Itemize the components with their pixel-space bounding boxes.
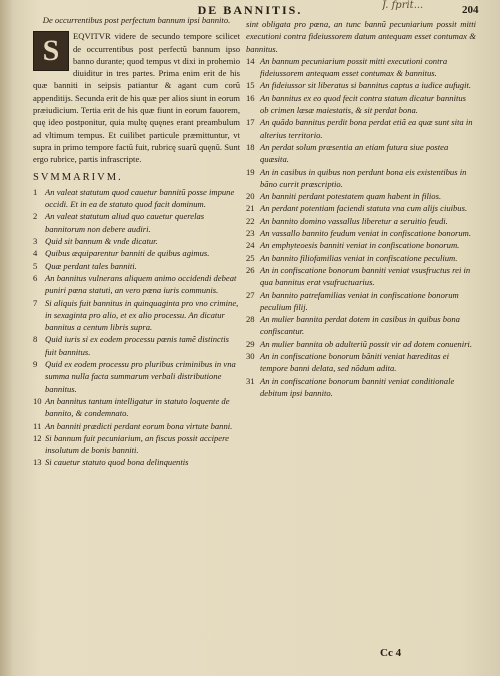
item-text: Quid iuris si ex eodem processu pœnis tamẽ distinctis fuit bannitus. bbox=[45, 334, 229, 357]
summary-item bbox=[246, 375, 476, 400]
item-text: An in confiscatione bonorum bãniti veniat hæreditas ei tempore banni delata, sed nõdum adita. bbox=[260, 351, 449, 374]
signature-mark: Cc 4 bbox=[380, 647, 402, 659]
item-text: An bannitus ex eo quod fecit contra statum dicatur bannitus ob crimen læsæ maiestatis, & sit perdat bona. bbox=[260, 92, 466, 116]
left-column bbox=[33, 14, 240, 469]
item-number: 15 bbox=[246, 80, 255, 91]
summary-item bbox=[246, 313, 476, 338]
item-text: Quibus æquiparentur banniti de quibus agimus. bbox=[45, 248, 210, 259]
item-number: 10 bbox=[33, 395, 42, 406]
handwritten-note: J. fprit... bbox=[382, 0, 424, 11]
summary-item bbox=[246, 227, 476, 239]
summary-item bbox=[246, 79, 476, 91]
summary-item bbox=[33, 395, 240, 420]
summary-item bbox=[33, 235, 240, 247]
summary-item bbox=[246, 338, 476, 350]
item-number: 16 bbox=[246, 92, 255, 103]
item-text: An perdant potentiam faciendi statuta vna cum alijs ciuibus. bbox=[260, 203, 468, 214]
item-number: 27 bbox=[246, 289, 255, 300]
summary-item bbox=[33, 432, 240, 457]
summary-list-left bbox=[33, 186, 240, 469]
summary-item bbox=[246, 215, 476, 227]
item-number: 2 bbox=[33, 211, 38, 222]
summary-item bbox=[33, 358, 240, 395]
item-number: 11 bbox=[33, 420, 42, 431]
item-number: 3 bbox=[33, 236, 38, 247]
item-text: Si cauetur statuto quod bona delinquentis bbox=[45, 457, 189, 468]
summary-item bbox=[246, 289, 476, 314]
item-number: 28 bbox=[246, 314, 255, 325]
summary-item bbox=[33, 420, 240, 432]
summary-item bbox=[246, 92, 476, 117]
item-text: An in confiscatione bonorum banniti veniat conditionale debitum ipsi bannito. bbox=[260, 375, 455, 398]
continued-item: sint obligata pro pœna, an tunc bannũ pecuniarium possit mitti executioni contra fideiussorem datum antequam esset contumax & bannitus. bbox=[246, 19, 476, 54]
summary-item bbox=[246, 55, 476, 80]
summary-item bbox=[33, 186, 240, 211]
item-text: Quid ex eodem processu pro pluribus criminibus in vna summa nulla facta summarum verbali distributione bannitus. bbox=[45, 359, 236, 394]
item-text: Si aliquis fuit bannitus in quinquaginta pro vno crimine, in sexaginta pro alio, et ex alio processu. An dicatur bannitus a centum libris supra. bbox=[45, 297, 239, 333]
item-text: An quãdo bannitus perdit bona perdat etiã ea quæ sunt sita in alterius territorio. bbox=[260, 117, 473, 140]
item-text: Si bannum fuit pecuniarium, an fiscus possit accipere insolutum de bonis banniti. bbox=[45, 432, 229, 456]
item-number: 18 bbox=[246, 141, 255, 152]
right-column bbox=[246, 18, 476, 399]
item-number: 22 bbox=[246, 215, 255, 226]
item-text: An perdat solum præsentia an etiam futura siue postea quæsita. bbox=[260, 141, 449, 165]
item-text: An in confiscatione bonorum banniti veniat vsusfructus rei in qua bannitus erat vsufructuarius. bbox=[260, 264, 471, 288]
item-number: 30 bbox=[246, 351, 255, 362]
item-number: 6 bbox=[33, 272, 38, 283]
item-text: An valeat statutum quod cauetur bannitũ posse impune occidi. Et in ea de statuto quod facit dominum. bbox=[45, 186, 235, 210]
intro-paragraph: EQVITVR videre de secundo tempore scilicet de occurrentibus post perfectũ bannum ipso banno durante; quod tempus vt dixi in prohemio diuiditur in tres partes. Prima enim erit de his quæ banniti in seipsis patiantur & agant cum corũ appenditijs. Secunda erit de his quæ per alios siunt in eorum præiudicium. Tertia erit de his quæ fiunt in eorum fauorem, quę ideo postponitur, quia multę quęnes erant preambulum ad vltimum tempus. Et cuilibet particule præmittuntur, vt supra in primo tempore factũ fuit, rubricę suarũ quęnũ. Sunt ergo rubrice, partis infrascripte. bbox=[33, 31, 240, 165]
item-number: 9 bbox=[33, 359, 38, 370]
summary-item bbox=[246, 239, 476, 251]
section-headline: De occurrentibus post perfectum bannum ipsi bannito. bbox=[42, 15, 231, 25]
summary-item bbox=[246, 166, 476, 191]
summary-item bbox=[246, 264, 476, 289]
summary-item bbox=[246, 202, 476, 214]
item-number: 25 bbox=[246, 252, 255, 263]
summary-item bbox=[246, 190, 476, 202]
item-number: 23 bbox=[246, 228, 255, 239]
item-number: 4 bbox=[33, 248, 38, 259]
summary-item bbox=[33, 210, 240, 235]
item-number: 21 bbox=[246, 203, 255, 214]
item-text: An banniti perdant potestatem quam habent in filios. bbox=[260, 191, 442, 202]
item-number: 29 bbox=[246, 338, 255, 349]
item-number: 14 bbox=[246, 55, 255, 66]
item-number: 12 bbox=[33, 432, 42, 443]
item-text: An vassallo bannito feudum veniat in confiscatione bonorum. bbox=[260, 228, 472, 239]
summary-item bbox=[246, 252, 476, 264]
item-text: Quid sit bannum & vnde dicatur. bbox=[45, 236, 158, 247]
item-number: 5 bbox=[33, 260, 38, 271]
item-number: 7 bbox=[33, 297, 38, 308]
item-number: 31 bbox=[246, 375, 255, 386]
decorated-initial: S bbox=[33, 31, 69, 71]
item-number: 24 bbox=[246, 240, 255, 251]
item-text: An banniti prædicti perdant eorum bona virtute banni. bbox=[45, 420, 233, 431]
item-number: 8 bbox=[33, 334, 38, 345]
summary-item bbox=[246, 141, 476, 166]
summary-item bbox=[246, 350, 476, 375]
folio-number: 204 bbox=[462, 4, 479, 16]
item-text: An bannito domino vassallus liberetur a seruitio feudi. bbox=[260, 215, 448, 226]
summary-item bbox=[33, 333, 240, 358]
item-text: An bannito filiofamilias veniat in confiscatione peculium. bbox=[260, 252, 458, 263]
summary-item bbox=[246, 116, 476, 141]
item-text: An bannitus tantum intelligatur in statuto loquente de bannito, & condemnato. bbox=[45, 395, 230, 419]
item-text: An emphyteoesis banniti veniat in confiscatione bonorum. bbox=[260, 240, 460, 251]
item-text: An bannum pecuniarium possit mitti executioni contra fideiussorem antequam esset contumax & bannitus. bbox=[260, 55, 448, 79]
item-text: Quæ perdant tales banniti. bbox=[45, 260, 137, 271]
item-text: An bannitus vulnerans aliquem animo occidendi debeat puniri pœna statuti, an vero pœna iuris communis. bbox=[45, 272, 237, 296]
item-number: 17 bbox=[246, 117, 255, 128]
item-text: An bannito patrefamilias veniat in confiscatione bonorum peculium filij. bbox=[260, 289, 459, 312]
item-number: 1 bbox=[33, 186, 38, 197]
summary-item bbox=[33, 297, 240, 334]
item-number: 26 bbox=[246, 264, 255, 275]
summary-list-right bbox=[246, 55, 476, 399]
summary-title: SVMMARIVM. bbox=[33, 171, 123, 183]
summary-item bbox=[33, 247, 240, 259]
running-title: DE BANNITIS. bbox=[197, 3, 303, 17]
summary-item bbox=[33, 272, 240, 297]
item-text: An mulier bannita ob adulteriũ possit vir ad dotem conueniri. bbox=[260, 338, 472, 349]
item-number: 13 bbox=[33, 457, 42, 468]
item-number: 20 bbox=[246, 191, 255, 202]
item-number: 19 bbox=[246, 166, 255, 177]
item-text: An in casibus in quibus non perdunt bona eis existentibus in bãno currit præscriptio. bbox=[260, 166, 467, 189]
summary-item bbox=[33, 260, 240, 272]
item-text: An valeat statutum aliud quo cauetur querelas bannitorum non debere audiri. bbox=[45, 211, 205, 234]
summary-item bbox=[33, 456, 240, 468]
item-text: An mulier bannita perdat dotem in casibus in quibus bona confiscantur. bbox=[260, 314, 460, 337]
item-text: An fideiussor sit liberatus si bannitus captus a iudice aufugit. bbox=[260, 80, 472, 91]
